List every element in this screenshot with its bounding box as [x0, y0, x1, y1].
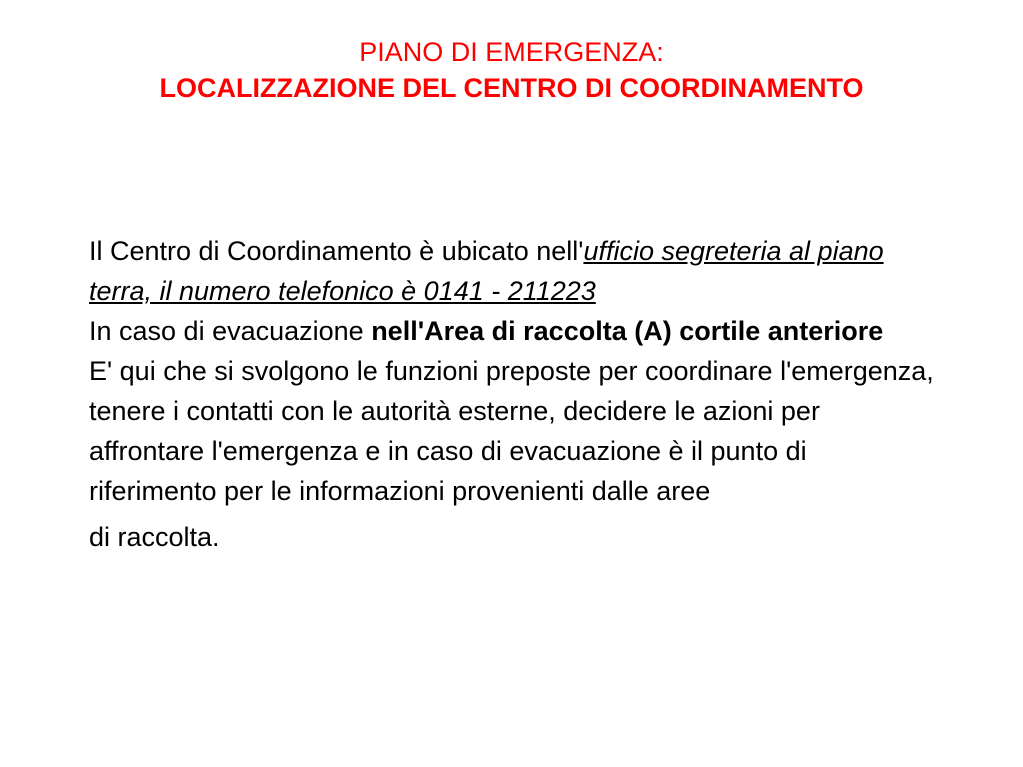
functions-text: E' qui che si svolgono le funzioni preposte per coordinare l'emergenza, tenere i contatti con le autorità esterne, decidere le azioni per affrontare l'emergenza e in caso di evacuazione è il punto di riferimento per le informazioni provenienti dalle aree: [89, 356, 934, 506]
title-line-2: LOCALIZZAZIONE DEL CENTRO DI COORDINAMENTO: [159, 73, 864, 103]
slide-title: [0, 34, 1023, 106]
functions-paragraph: [89, 351, 934, 557]
assembly-area: nell'Area di raccolta (A) cortile anteriore: [371, 316, 884, 346]
title-line-1: PIANO DI EMERGENZA:: [359, 37, 664, 67]
functions-text-end: di raccolta.: [89, 522, 220, 552]
evacuation-prefix: In caso di evacuazione: [89, 316, 372, 346]
location-prefix: Il Centro di Coordinamento è ubicato nell': [89, 236, 584, 266]
office-location-detail: ufficio segreteria al piano terra, il numero telefonico è 0141 - 211223: [89, 236, 884, 306]
evacuation-paragraph: [89, 311, 934, 351]
location-paragraph: [89, 231, 934, 311]
slide-body: [89, 231, 934, 557]
